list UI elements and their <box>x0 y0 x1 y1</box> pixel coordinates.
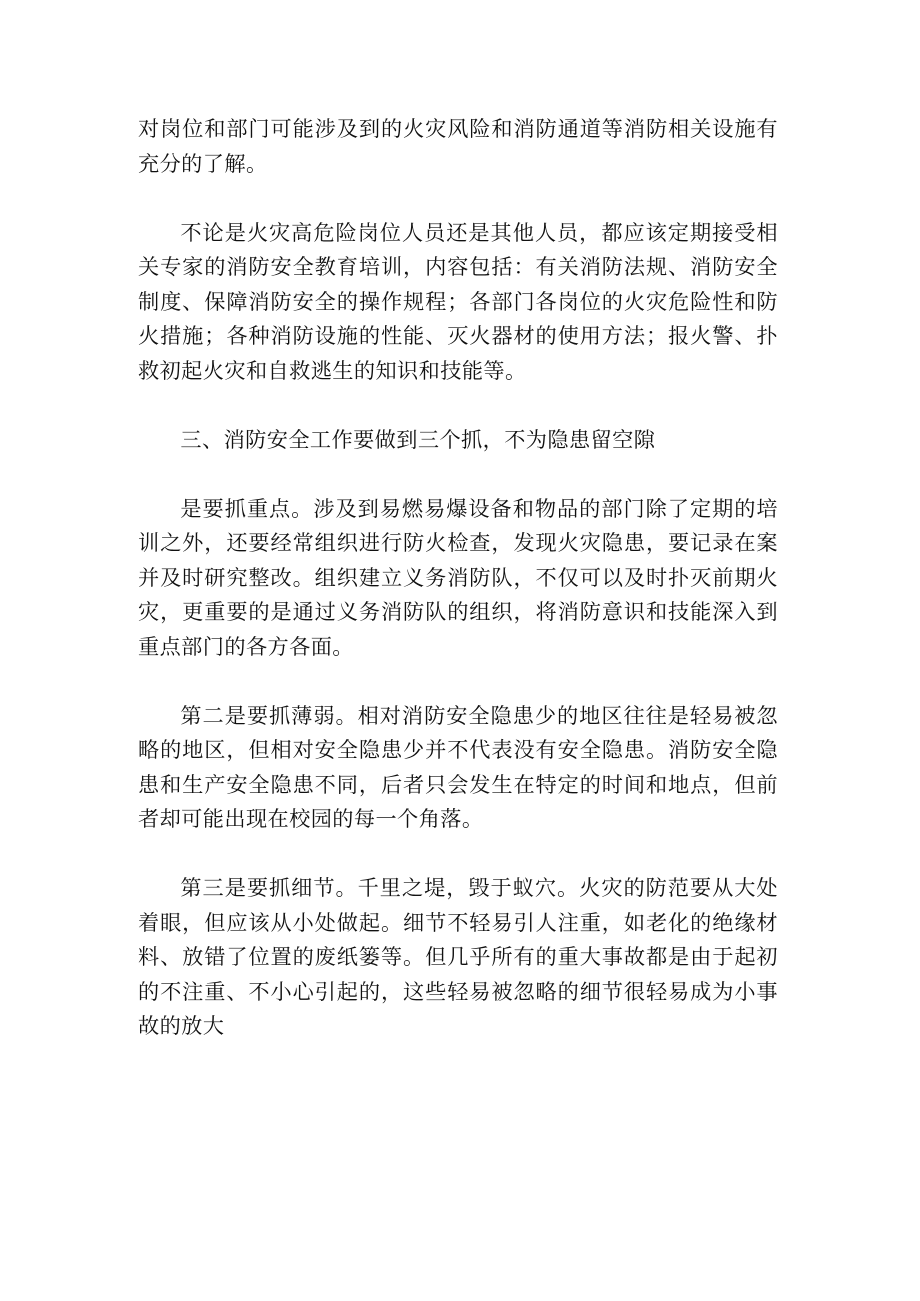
section-heading: 三、消防安全工作要做到三个抓，不为隐患留空隙 <box>180 426 656 452</box>
paragraph-continued: 对岗位和部门可能涉及到的火灾风险和消防通道等消防相关设施有充分的了解。 <box>138 116 778 176</box>
paragraph-focus-key-points: 是要抓重点。涉及到易燃易爆设备和物品的部门除了定期的培训之外，还要经常组织进行防火检查，发现火灾隐患，要记录在案并及时研究整改。组织建立义务消防队，不仅可以及时扑灭前期火灾，更重要的是通过义务消防队的组织，将消防意识和技能深入到重点部门的各方各面。 <box>138 495 778 659</box>
paragraph-training: 不论是火灾高危险岗位人员还是其他人员，都应该定期接受相关专家的消防安全教育培训，内容包括：有关消防法规、消防安全制度、保障消防安全的操作规程；各部门各岗位的火灾危险性和防火措施；各种消防设施的性能、灭火器材的使用方法；报火警、扑救初起火灾和自救逃生的知识和技能等。 <box>138 219 778 383</box>
document-body <box>138 112 778 1044</box>
paragraph-focus-weak-areas: 第二是要抓薄弱。相对消防安全隐患少的地区往往是轻易被忽略的地区，但相对安全隐患少并不代表没有安全隐患。消防安全隐患和生产安全隐患不同，后者只会发生在特定的时间和地点，但前者却可能出现在校园的每一个角落。 <box>138 702 778 831</box>
paragraph-focus-details: 第三是要抓细节。千里之堤，毁于蚁穴。火灾的防范要从大处着眼，但应该从小处做起。细节不轻易引人注重，如老化的绝缘材料、放错了位置的废纸篓等。但几乎所有的重大事故都是由于起初的不注重、不小心引起的，这些轻易被忽略的细节很轻易成为小事故的放大 <box>138 875 778 1038</box>
